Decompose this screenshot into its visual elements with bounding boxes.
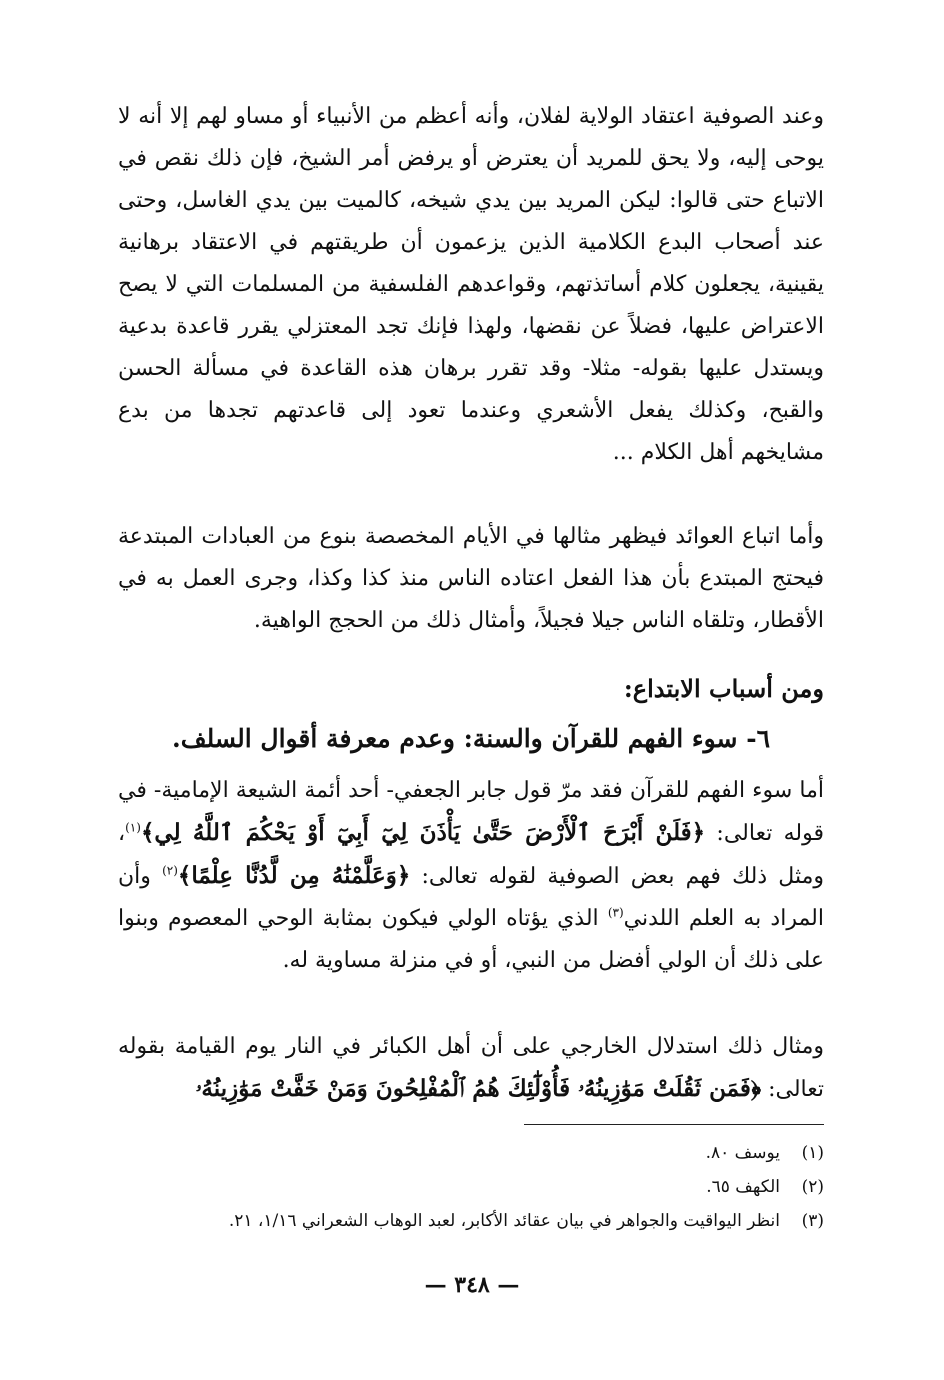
footnote-item [118,1204,824,1238]
footnote-number: (٢) [801,1177,824,1197]
footnote-text: الكهف ٦٥. [706,1177,780,1197]
footnote-ref-1: (١) [125,820,141,835]
footnote-text: انظر اليواقيت والجواهر في بيان عقائد الأكابر، لعبد الوهاب الشعراني ١/١٦، ٢١. [228,1211,780,1231]
footnote-ref-2: (٢) [162,863,178,878]
footnote-text: يوسف ٨٠. [705,1143,780,1163]
quran-verse-yusuf: ﴿فَلَنْ أَبْرَحَ ٱلْأَرْضَ حَتَّىٰ يَأْذَنَ لِيٓ أَبِيٓ أَوْ يَحْكُمَ ٱللَّهُ لِي﴾ [140,819,706,846]
paragraph-customs: وأما اتباع العوائد فيظهر مثالها في الأيام المخصصة بنوع من العبادات المبتدعة فيحتج المبتدع بأن هذا الفعل اعتاده الناس منذ كذا وكذا، وجرى العمل به في الأقطار، وتلقاه الناس جيلا فجيلاً، وأمثال ذلك من الحجج الواهية. [118,524,825,633]
footnotes-list [118,1136,824,1238]
text-segment: وأن المراد به العلم اللدني [118,864,824,931]
footnote-number: (٣) [801,1211,824,1231]
heading-causes-of-innovation: ومن أسباب الابتداع: [623,674,824,703]
footnote-item [118,1170,824,1204]
footnote-ref-3: (٣) [607,905,624,920]
text-segment: أما سوء الفهم للقرآن فقد مرّ قول جابر الجعفي- أحد أئمة الشيعة الإمامية- في قوله تعالى: [118,778,824,846]
text-segment: الذي يؤتاه الولي فيكون بمثابة الوحي المعصوم وبنوا على ذلك أن الولي أفضل من النبي، أو في منزلة مساوية له. [118,906,824,973]
footnote-item [118,1136,824,1170]
paragraph-misunderstanding-quran [118,770,824,982]
text-segment: ومثال ذلك استدلال الخارجي على أن أهل الكبائر في النار يوم القيامة بقوله تعالى: [118,1034,824,1102]
quran-verse-kahf: ﴿وَعَلَّمْنَٰهُ مِن لَّدُنَّا عِلْمًا﴾ [177,862,411,889]
quran-verse-mawazin: ﴿فَمَن ثَقُلَتْ مَوَٰزِينُهُۥ فَأُوْلَٰٓئِكَ هُمُ ٱلْمُفْلِحُونَ وَمَنْ خَفَّتْ مَوَٰزِينُهُۥ [195,1075,762,1102]
paragraph-khariji-example [118,1026,824,1111]
text-segment: ، ومثل ذلك فهم بعض الصوفية لقوله تعالى: [118,821,825,889]
footnote-number: (١) [801,1143,824,1163]
paragraph-sufi-wilaya: وعند الصوفية اعتقاد الولاية لفلان، وأنه أعظم من الأنبياء أو مساو لهم إلا أنه لا يوحى إليه، ولا يحق للمريد أن يعترض أو يرفض أمر الشيخ، فإن ذلك نقص في الاتباع حتى قالوا: ليكن المريد بين يدي شيخه، كالميت بين يدي الغاسل، وحتى عند أصحاب البدع الكلامية الذين يزعمون أن طريقتهم في الاعتقاد برهانية يقينية، يجعلون كلام أساتذتهم، وقواعدهم الفلسفية من المسلمات التي لا يصح الاعتراض عليها، فضلاً عن نقضها، ولهذا فإنك تجد المعتزلي يقرر قاعدة بدعية ويستدل عليها بقوله- مثلا- وقد تقرر برهان هذه القاعدة في مسألة الحسن والقبح، وكذلك يفعل الأشعري وعندما تعود إلى قاعدتهم تجدها من بدع مشايخهم أهل الكلام ... [118,104,824,465]
heading-section-6: ٦- سوء الفهم للقرآن والسنة: وعدم معرفة أقوال السلف. [171,724,771,753]
page-number: — ٣٤٨ — [424,1272,520,1298]
footnote-divider [524,1124,824,1125]
